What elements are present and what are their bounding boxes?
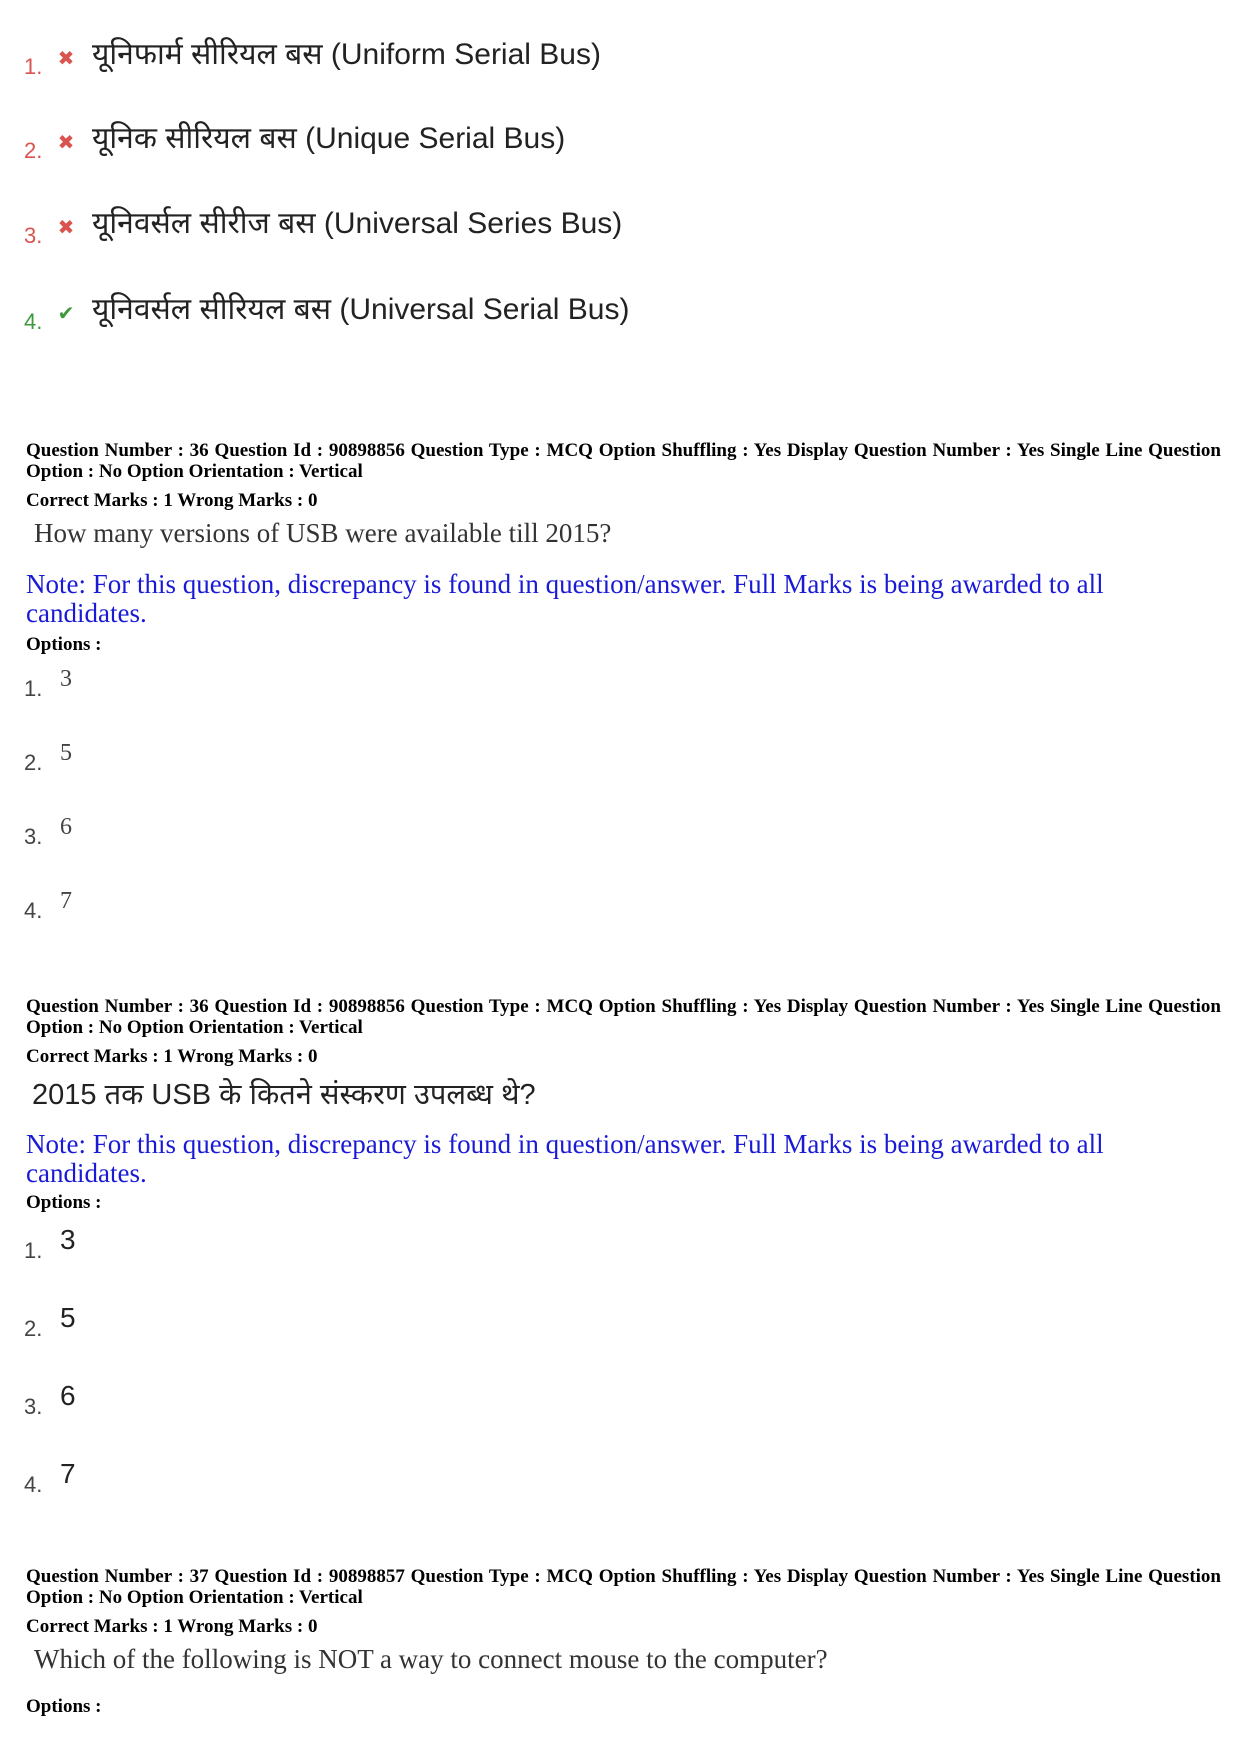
option-text: यूनिफार्म सीरियल बस (Uniform Serial Bus) (92, 38, 601, 71)
option-number: 4. (24, 1472, 43, 1497)
question-marks: Correct Marks : 1 Wrong Marks : 0 (26, 1616, 318, 1637)
option-number: 2. (24, 750, 43, 775)
question-marks: Correct Marks : 1 Wrong Marks : 0 (26, 490, 318, 511)
option-value: 7 (60, 1458, 76, 1489)
option-value: 5 (60, 1302, 76, 1333)
option-value: 6 (60, 814, 72, 840)
option-value: 5 (60, 740, 72, 766)
option-value: 6 (60, 1380, 76, 1411)
options-label: Options : (26, 634, 102, 655)
options-label: Options : (26, 1192, 102, 1213)
option-number: 1. (24, 676, 43, 701)
option-number: 3. (24, 1394, 43, 1419)
option-number: 4. (24, 898, 43, 923)
question-text: How many versions of USB were available till 2015? (34, 518, 612, 548)
option-number: 1. (24, 54, 43, 79)
question-text: 2015 तक USB के कितने संस्करण उपलब्ध थे? (32, 1079, 536, 1111)
option-text: यूनिवर्सल सीरियल बस (Universal Serial Bus) (92, 293, 630, 326)
option-text: यूनिवर्सल सीरीज बस (Universal Series Bus) (92, 207, 623, 240)
cross-icon: ✖ (57, 215, 75, 239)
option-number: 2. (24, 138, 43, 163)
discrepancy-note: Note: For this question, discrepancy is found in question/answer. Full Marks is being awarded to all candidates. (26, 569, 1104, 628)
option-number: 2. (24, 1316, 43, 1341)
question-meta: Question Number : 37 Question Id : 90898857 Question Type : MCQ Option Shuffling : Yes Display Question Number : Yes Single Line Question Option : No Option Orientation : Vertical (26, 1566, 1221, 1608)
options-label: Options : (26, 1696, 102, 1717)
option-number: 1. (24, 1238, 43, 1263)
check-icon: ✔ (57, 301, 75, 325)
question-meta: Question Number : 36 Question Id : 90898856 Question Type : MCQ Option Shuffling : Yes Display Question Number : Yes Single Line Question Option : No Option Orientation : Vertical (26, 440, 1221, 482)
question-marks: Correct Marks : 1 Wrong Marks : 0 (26, 1046, 318, 1067)
cross-icon: ✖ (57, 46, 75, 70)
option-value: 7 (60, 888, 72, 914)
option-value: 3 (60, 666, 72, 692)
option-text: यूनिक सीरियल बस (Unique Serial Bus) (92, 122, 566, 155)
question-text: Which of the following is NOT a way to connect mouse to the computer? (34, 1644, 828, 1674)
cross-icon: ✖ (57, 130, 75, 154)
option-number: 3. (24, 824, 43, 849)
question-meta: Question Number : 36 Question Id : 90898856 Question Type : MCQ Option Shuffling : Yes Display Question Number : Yes Single Line Question Option : No Option Orientation : Vertical (26, 996, 1221, 1038)
option-number: 4. (24, 309, 43, 334)
discrepancy-note: Note: For this question, discrepancy is found in question/answer. Full Marks is being awarded to all candidates. (26, 1129, 1104, 1188)
option-value: 3 (60, 1224, 76, 1255)
option-number: 3. (24, 223, 43, 248)
